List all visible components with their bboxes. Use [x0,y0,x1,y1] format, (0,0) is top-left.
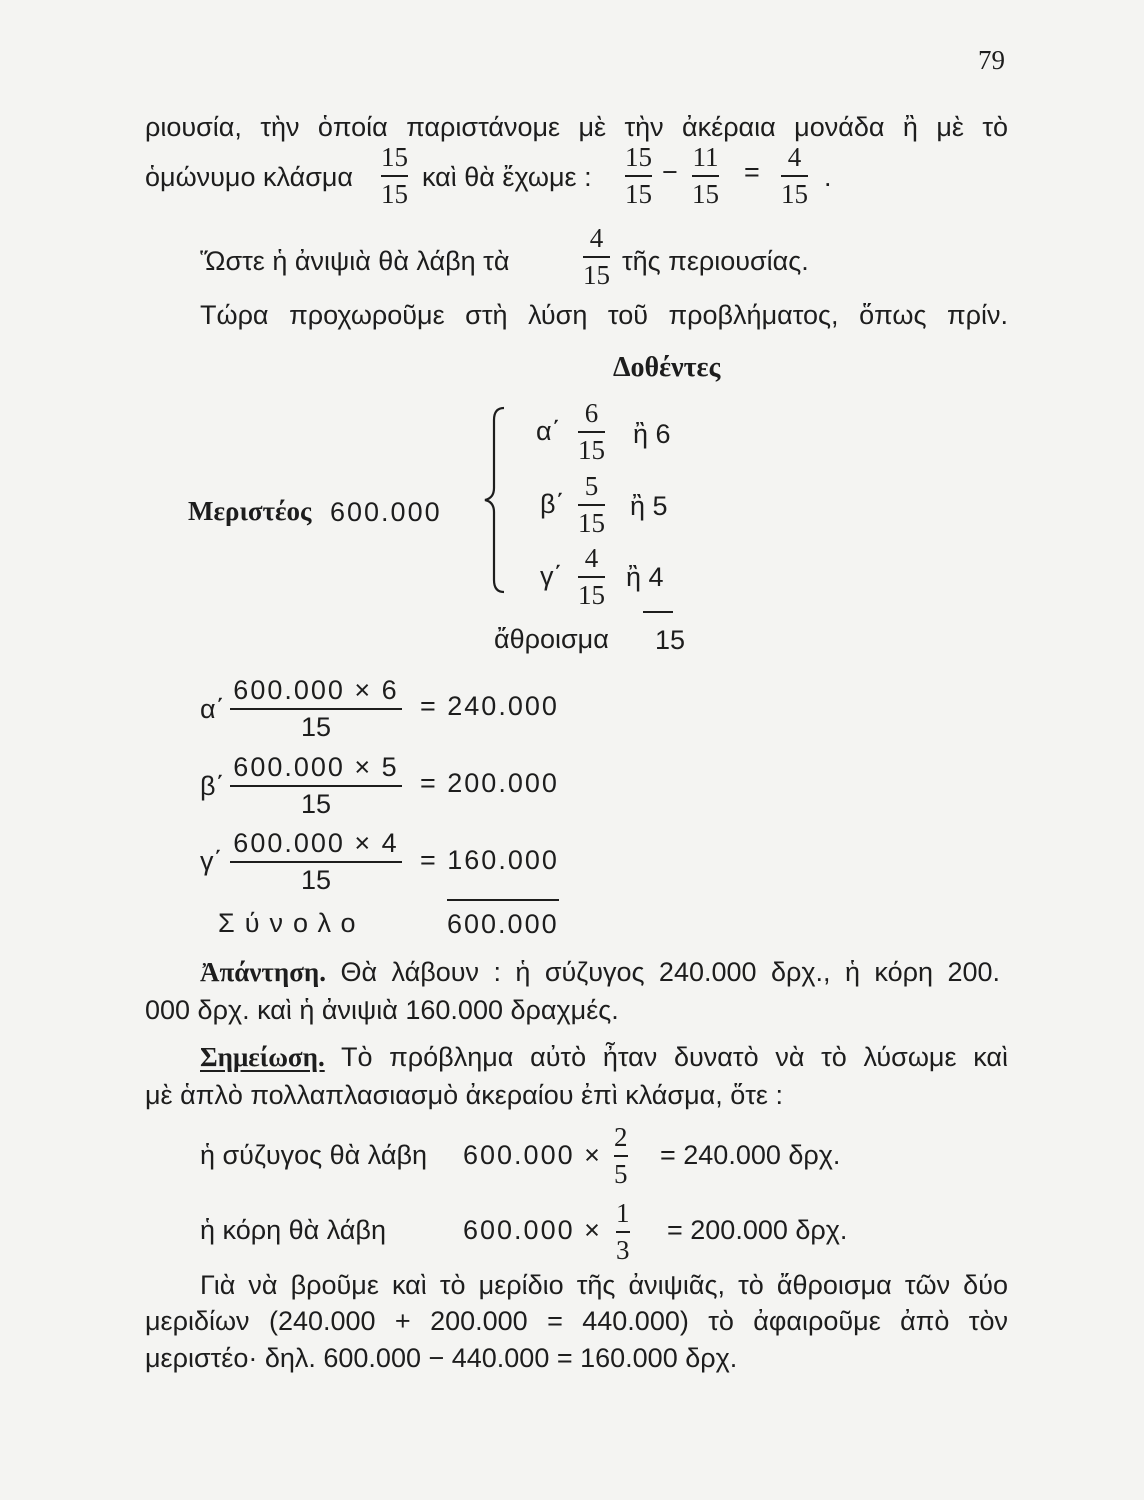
or-word: ἢ [626,562,642,592]
fraction-numerator: 4 [589,223,604,253]
calc-row-label: α΄ [200,694,225,724]
fraction-bar [625,175,652,177]
total-label: Σύνολο [218,908,366,938]
calc-result: = 200.000 [420,768,559,798]
fraction-bar [578,431,605,433]
note-equation-2-factor: 600.000 × [463,1215,602,1245]
note-equation-1-factor: 600.000 × [463,1140,602,1170]
intro-line-2-text-a: ὁμώνυμο κλάσμα [145,162,354,192]
fraction-bar [578,504,605,506]
fraction-numerator: 600.000 × 6 [233,675,399,705]
fraction-bar [781,175,808,177]
answer-text: Θὰ λάβουν : ἡ σύζυγος 240.000 δρχ., ἡ κόρη 200. [340,957,1000,987]
niece-share-fraction [581,225,612,289]
fraction-numerator: 600.000 × 5 [233,752,399,782]
note-equation-2-text: ἡ κόρη θὰ λάβη [200,1215,386,1245]
equation-fraction-1 [623,144,654,208]
calc-row-label: γ΄ [200,846,223,876]
sum-label: ἄθροισμα [494,624,609,654]
page-number: 79 [978,45,1005,75]
equation-period: . [824,162,832,192]
fraction-denominator: 15 [578,434,605,465]
fraction-denominator: 5 [614,1158,628,1189]
note-equation-1-fraction [612,1124,630,1188]
calc-row-label: β΄ [200,771,225,801]
closing-line-3: μεριστέο· δηλ. 600.000 − 440.000 = 160.000 δρχ. [145,1343,738,1373]
intro-line-3-text-a: Ὥστε ἡ ἀνιψιὰ θὰ λάβη τὰ [200,246,510,276]
part-fraction [576,545,607,609]
note-equation-1-text: ἡ σύζυγος θὰ λάβη [200,1140,428,1170]
fraction-bar [381,175,408,177]
part-share [626,562,664,593]
part-fraction [576,400,607,464]
dividend-value: 600.000 [330,497,442,527]
fraction-numerator: 11 [692,142,719,172]
sum-value: 15 [655,625,686,655]
note-text: Τὸ πρόβλημα αὐτὸ ἦταν δυνατὸ νὰ τὸ λύσωμε καὶ [340,1042,1008,1072]
note-line-2: μὲ ἁπλὸ πολλαπλασιασμὸ ἀκεραίου ἐπὶ κλάσμα, ὅτε : [145,1080,783,1110]
intro-line-2-text-b: καὶ θὰ ἔχωμε : [422,162,592,192]
or-word: ἢ [633,419,649,449]
dividend-label: Μεριστέος [188,496,312,526]
calc-fraction [228,677,404,741]
total-rule [447,899,559,901]
fraction-bar [230,708,402,710]
fraction-numerator: 600.000 × 4 [233,828,399,858]
closing-line-2: μεριδίων (240.000 + 200.000 = 440.000) τὸ ἀφαιροῦμε ἀπὸ τὸν [145,1306,1008,1336]
fraction-bar [614,1155,628,1157]
fraction-numerator: 4 [787,142,802,172]
total-value: 600.000 [447,909,559,939]
fraction-denominator: 15 [692,178,719,209]
share-value: 5 [652,491,668,521]
intro-line-1: ριουσία, τὴν ὁποία παριστάνομε μὲ τὴν ἀκέραια μονάδα ἢ μὲ τὸ [145,112,1008,142]
fraction-numerator: 5 [584,471,599,501]
fraction-denominator: 15 [578,579,605,610]
equals-sign: = [744,157,760,187]
answer-label: Ἀπάντηση. [200,957,326,987]
fraction-denominator: 15 [381,178,408,209]
fraction-numerator: 15 [625,142,652,172]
intro-line-3-text-b: τῆς περιουσίας. [622,246,809,276]
note-equation-1-result: = 240.000 δρχ. [660,1140,841,1170]
fraction-denominator: 15 [625,178,652,209]
given-heading: Δοθέντες [613,352,721,383]
fraction-bar [578,576,605,578]
fraction-denominator: 15 [781,178,808,209]
answer-line-1 [200,957,1000,988]
answer-line-2: 000 δρχ. καὶ ἡ ἀνιψιὰ 160.000 δραχμές. [145,995,619,1025]
fraction-bar [583,256,610,258]
fraction-denominator: 15 [300,788,332,819]
curly-brace-icon [480,404,510,596]
fraction-denominator: 15 [578,507,605,538]
fraction-numerator: 15 [381,142,408,172]
part-share [633,419,671,450]
equation-fraction-3 [779,144,810,208]
fraction-numerator: 4 [584,543,599,573]
calc-fraction [228,754,404,818]
calc-fraction [228,830,404,894]
calc-result: = 240.000 [420,691,559,721]
fraction-whole [379,144,410,208]
equation-fraction-2 [690,144,721,208]
or-word: ἢ [630,491,646,521]
intro-line-4: Τώρα προχωροῦμε στὴ λύση τοῦ προβλήματος, ὅπως πρίν. [200,300,1008,330]
closing-line-1: Γιὰ νὰ βροῦμε καὶ τὸ μερίδιο τῆς ἀνιψιᾶς, τὸ ἄθροισμα τῶν δύο [200,1270,1008,1300]
share-value: 6 [655,419,671,449]
fraction-denominator: 15 [583,259,610,290]
fraction-bar [230,785,402,787]
calc-result: = 160.000 [420,845,559,875]
fraction-denominator: 15 [300,711,332,742]
fraction-denominator: 15 [300,864,332,895]
note-equation-2-result: = 200.000 δρχ. [667,1215,848,1245]
part-label: β΄ [540,489,565,519]
share-value: 4 [648,562,664,592]
part-label: α΄ [536,416,561,446]
fraction-numerator: 1 [616,1198,630,1228]
part-fraction [576,473,607,537]
fraction-bar [616,1231,630,1233]
minus-sign: − [662,157,678,187]
note-label: Σημείωση. [200,1042,325,1072]
note-equation-2-fraction [614,1200,632,1264]
part-label: γ΄ [540,561,563,591]
fraction-numerator: 2 [614,1122,628,1152]
fraction-denominator: 3 [616,1234,630,1265]
sum-rule [643,611,673,613]
fraction-bar [230,861,402,863]
part-share [630,491,668,522]
fraction-numerator: 6 [584,398,599,428]
dividend [188,496,311,527]
note-line-1 [200,1042,1008,1073]
fraction-bar [692,175,719,177]
